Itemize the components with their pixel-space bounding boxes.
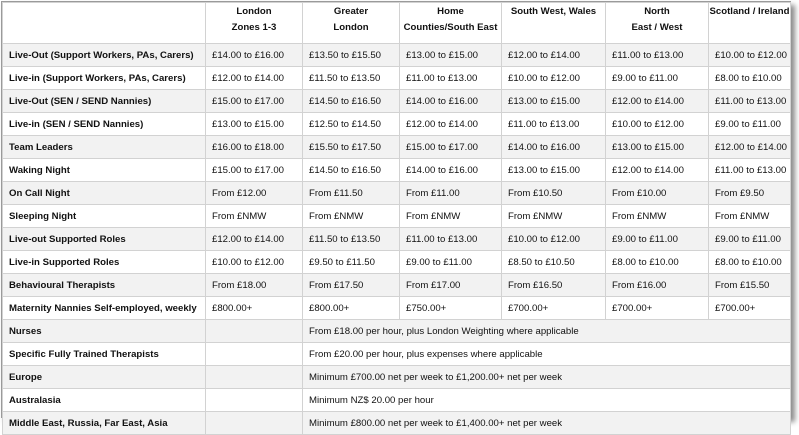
rate-cell: £14.00 to £16.00 bbox=[206, 44, 303, 67]
header-line1: Home bbox=[437, 6, 464, 17]
rate-cell: £11.50 to £13.50 bbox=[303, 228, 400, 251]
rate-cell: £750.00+ bbox=[400, 297, 502, 320]
header-line2: Counties/South East bbox=[403, 22, 498, 33]
rate-cell: £700.00+ bbox=[502, 297, 606, 320]
row-label: Europe bbox=[3, 366, 206, 389]
rate-cell: £12.00 to £14.00 bbox=[400, 113, 502, 136]
rate-cell: £9.00 to £11.00 bbox=[709, 113, 791, 136]
rate-cell: £12.00 to £14.00 bbox=[206, 67, 303, 90]
empty-cell bbox=[206, 320, 303, 343]
rate-cell: £16.00 to £18.00 bbox=[206, 136, 303, 159]
rate-cell: £10.00 to £12.00 bbox=[502, 67, 606, 90]
rate-cell: £10.00 to £12.00 bbox=[502, 228, 606, 251]
rate-cell: From £NMW bbox=[606, 205, 709, 228]
rate-cell: £13.50 to £15.50 bbox=[303, 44, 400, 67]
header-row bbox=[3, 3, 791, 44]
header-greater-london bbox=[303, 3, 400, 44]
rate-cell: £13.00 to £15.00 bbox=[502, 159, 606, 182]
rate-cell: From £NMW bbox=[502, 205, 606, 228]
rate-cell: £11.00 to £13.00 bbox=[400, 228, 502, 251]
rate-cell: £12.50 to £14.50 bbox=[303, 113, 400, 136]
spanning-rate-cell: From £20.00 per hour, plus expenses where applicable bbox=[303, 343, 791, 366]
rate-cell: From £16.00 bbox=[606, 274, 709, 297]
spanning-rate-cell: Minimum £800.00 net per week to £1,400.00+ net per week bbox=[303, 412, 791, 435]
rate-cell: £15.00 to £17.00 bbox=[400, 136, 502, 159]
header-line1: Scotland / Ireland bbox=[709, 6, 790, 17]
empty-cell bbox=[206, 366, 303, 389]
empty-cell bbox=[206, 412, 303, 435]
header-line2: Zones 1-3 bbox=[231, 22, 277, 33]
rate-cell: From £15.50 bbox=[709, 274, 791, 297]
rate-cell: From £12.00 bbox=[206, 182, 303, 205]
rate-cell: From £NMW bbox=[400, 205, 502, 228]
table-row bbox=[3, 412, 791, 435]
header-home-counties bbox=[400, 3, 502, 44]
rate-cell: £12.00 to £14.00 bbox=[709, 136, 791, 159]
rate-cell: £12.00 to £14.00 bbox=[606, 90, 709, 113]
row-label: Behavioural Therapists bbox=[3, 274, 206, 297]
empty-cell bbox=[206, 389, 303, 412]
rate-cell: £9.00 to £11.00 bbox=[400, 251, 502, 274]
header-line1: North bbox=[644, 6, 670, 17]
rate-cell: From £9.50 bbox=[709, 182, 791, 205]
rate-cell: £11.50 to £13.50 bbox=[303, 67, 400, 90]
rate-cell: £10.00 to £12.00 bbox=[709, 44, 791, 67]
table-row bbox=[3, 67, 791, 90]
rate-cell: From £10.00 bbox=[606, 182, 709, 205]
table-row bbox=[3, 366, 791, 389]
rate-cell: £14.00 to £16.00 bbox=[400, 90, 502, 113]
header-cell-empty bbox=[3, 3, 206, 44]
rate-cell: £8.00 to £10.00 bbox=[709, 251, 791, 274]
header-line2: East / West bbox=[631, 22, 683, 33]
rate-cell: £800.00+ bbox=[206, 297, 303, 320]
table-row bbox=[3, 274, 791, 297]
table-row bbox=[3, 182, 791, 205]
table-row bbox=[3, 136, 791, 159]
rate-cell: From £NMW bbox=[709, 205, 791, 228]
rate-cell: From £11.50 bbox=[303, 182, 400, 205]
rate-cell: £13.00 to £15.00 bbox=[502, 90, 606, 113]
spanning-rate-cell: Minimum £700.00 net per week to £1,200.00+ net per week bbox=[303, 366, 791, 389]
row-label: Middle East, Russia, Far East, Asia bbox=[3, 412, 206, 435]
rate-cell: £11.00 to £13.00 bbox=[709, 159, 791, 182]
rate-cell: £9.00 to £11.00 bbox=[606, 228, 709, 251]
rate-cell: From £10.50 bbox=[502, 182, 606, 205]
rate-cell: £12.00 to £14.00 bbox=[206, 228, 303, 251]
rates-table bbox=[2, 2, 791, 435]
table-row bbox=[3, 297, 791, 320]
rate-cell: £8.50 to £10.50 bbox=[502, 251, 606, 274]
value-rows bbox=[3, 44, 791, 320]
row-label: Maternity Nannies Self-employed, weekly bbox=[3, 297, 206, 320]
rate-cell: £8.00 to £10.00 bbox=[709, 67, 791, 90]
rate-cell: £700.00+ bbox=[606, 297, 709, 320]
table-row bbox=[3, 159, 791, 182]
rate-cell: From £16.50 bbox=[502, 274, 606, 297]
table-row bbox=[3, 44, 791, 67]
span-rows bbox=[3, 320, 791, 435]
row-label: Specific Fully Trained Therapists bbox=[3, 343, 206, 366]
header-london-zones bbox=[206, 3, 303, 44]
rate-cell: £800.00+ bbox=[303, 297, 400, 320]
row-label: Live-in (Support Workers, PAs, Carers) bbox=[3, 67, 206, 90]
header-line1: Greater bbox=[333, 6, 369, 17]
rate-cell: £10.00 to £12.00 bbox=[606, 113, 709, 136]
table-row bbox=[3, 320, 791, 343]
rate-cell: £11.00 to £13.00 bbox=[400, 67, 502, 90]
empty-cell bbox=[206, 343, 303, 366]
row-label: Sleeping Night bbox=[3, 205, 206, 228]
rate-cell: £13.00 to £15.00 bbox=[206, 113, 303, 136]
rate-cell: £11.00 to £13.00 bbox=[502, 113, 606, 136]
rate-cell: £15.00 to £17.00 bbox=[206, 159, 303, 182]
rate-cell: £9.50 to £11.50 bbox=[303, 251, 400, 274]
rate-cell: £13.00 to £15.00 bbox=[606, 136, 709, 159]
rate-cell: From £17.50 bbox=[303, 274, 400, 297]
rate-cell: £12.00 to £14.00 bbox=[606, 159, 709, 182]
table-row bbox=[3, 228, 791, 251]
header-north bbox=[606, 3, 709, 44]
rates-table-frame bbox=[1, 1, 791, 429]
rate-cell: £15.50 to £17.50 bbox=[303, 136, 400, 159]
rate-cell: £8.00 to £10.00 bbox=[606, 251, 709, 274]
row-label: Australasia bbox=[3, 389, 206, 412]
rate-cell: £12.00 to £14.00 bbox=[502, 44, 606, 67]
row-label: On Call Night bbox=[3, 182, 206, 205]
rate-cell: £10.00 to £12.00 bbox=[206, 251, 303, 274]
rate-cell: From £NMW bbox=[303, 205, 400, 228]
rate-cell: From £18.00 bbox=[206, 274, 303, 297]
row-label: Waking Night bbox=[3, 159, 206, 182]
row-label: Live-in Supported Roles bbox=[3, 251, 206, 274]
rate-cell: £14.00 to £16.00 bbox=[502, 136, 606, 159]
row-label: Nurses bbox=[3, 320, 206, 343]
header-south-west-wales bbox=[502, 3, 606, 44]
header-line1: London bbox=[236, 6, 272, 17]
table-row bbox=[3, 251, 791, 274]
header-scotland-ireland bbox=[709, 3, 791, 44]
row-label: Live-out Supported Roles bbox=[3, 228, 206, 251]
row-label: Live-Out (SEN / SEND Nannies) bbox=[3, 90, 206, 113]
spanning-rate-cell: Minimum NZ$ 20.00 per hour bbox=[303, 389, 791, 412]
rate-cell: £14.00 to £16.00 bbox=[400, 159, 502, 182]
table-row bbox=[3, 389, 791, 412]
rate-cell: £9.00 to £11.00 bbox=[606, 67, 709, 90]
rate-cell: £14.50 to £16.50 bbox=[303, 90, 400, 113]
header-line1: South West, Wales bbox=[510, 6, 597, 17]
row-label: Live-in (SEN / SEND Nannies) bbox=[3, 113, 206, 136]
table-row bbox=[3, 343, 791, 366]
table-row bbox=[3, 113, 791, 136]
rate-cell: From £NMW bbox=[206, 205, 303, 228]
rate-cell: £11.00 to £13.00 bbox=[709, 90, 791, 113]
rate-cell: £11.00 to £13.00 bbox=[606, 44, 709, 67]
table-row bbox=[3, 205, 791, 228]
table-row bbox=[3, 90, 791, 113]
rate-cell: From £17.00 bbox=[400, 274, 502, 297]
spanning-rate-cell: From £18.00 per hour, plus London Weighting where applicable bbox=[303, 320, 791, 343]
rate-cell: £13.00 to £15.00 bbox=[400, 44, 502, 67]
header-line2: London bbox=[333, 22, 369, 33]
row-label: Team Leaders bbox=[3, 136, 206, 159]
row-label: Live-Out (Support Workers, PAs, Carers) bbox=[3, 44, 206, 67]
rate-cell: £15.00 to £17.00 bbox=[206, 90, 303, 113]
rate-cell: £700.00+ bbox=[709, 297, 791, 320]
rate-cell: £9.00 to £11.00 bbox=[709, 228, 791, 251]
rate-cell: £14.50 to £16.50 bbox=[303, 159, 400, 182]
rate-cell: From £11.00 bbox=[400, 182, 502, 205]
